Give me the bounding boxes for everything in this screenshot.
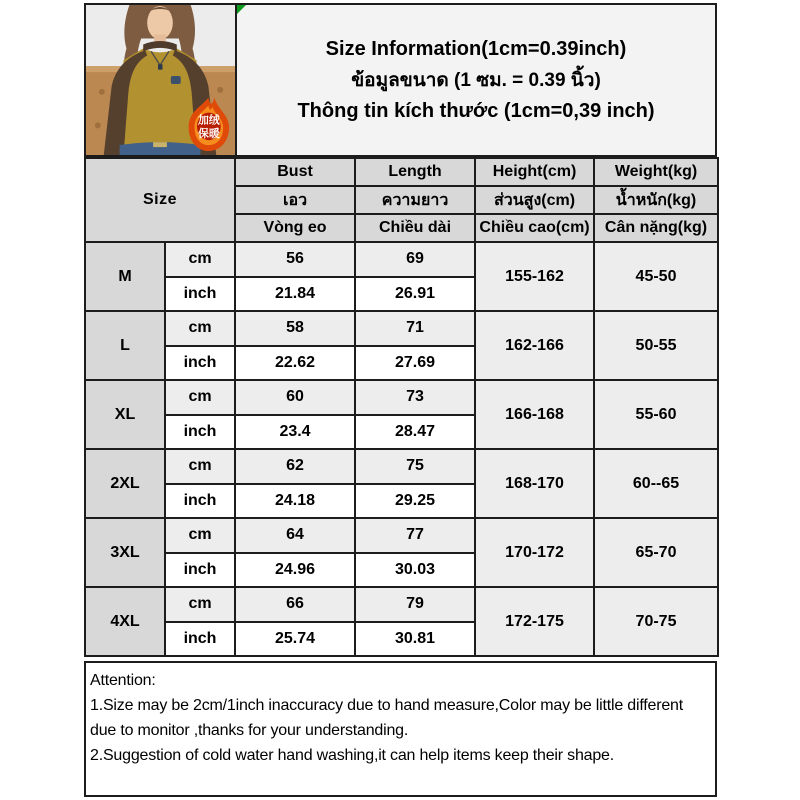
cell-corner-marker-icon (237, 5, 246, 14)
header-weight-vi: Cân nặng(kg) (594, 214, 718, 242)
bust-value: 21.84 (235, 277, 355, 312)
length-value: 75 (355, 449, 475, 484)
unit-cell: inch (165, 622, 235, 657)
attention-line: 2.Suggestion of cold water hand washing,it can help items keep their shape. (90, 747, 615, 764)
length-value: 79 (355, 587, 475, 622)
bust-value: 62 (235, 449, 355, 484)
length-value: 30.81 (355, 622, 475, 657)
length-value: 71 (355, 311, 475, 346)
unit-cell: cm (165, 518, 235, 553)
header-length-en: Length (355, 158, 475, 186)
title-thai: ข้อมูลขนาด (1 ซม. = 0.39 นิ้ว) (351, 69, 601, 91)
bust-value: 58 (235, 311, 355, 346)
height-range: 170-172 (475, 518, 594, 587)
header-height-th: ส่วนสูง(cm) (475, 186, 594, 214)
title-vietnamese: Thông tin kích thước (1cm=0,39 inch) (297, 99, 655, 122)
bust-value: 64 (235, 518, 355, 553)
bust-value: 60 (235, 380, 355, 415)
unit-cell: cm (165, 380, 235, 415)
bust-value: 24.96 (235, 553, 355, 588)
bust-value: 25.74 (235, 622, 355, 657)
height-range: 166-168 (475, 380, 594, 449)
size-info-header (237, 5, 715, 155)
size-cell: XL (85, 380, 165, 449)
size-cell: 3XL (85, 518, 165, 587)
unit-cell: inch (165, 553, 235, 588)
title-english: Size Information(1cm=0.39inch) (325, 37, 627, 60)
header-bust-vi: Vòng eo (235, 214, 355, 242)
header-height-vi: Chiều cao(cm) (475, 214, 594, 242)
bust-value: 66 (235, 587, 355, 622)
length-value: 28.47 (355, 415, 475, 450)
unit-cell: inch (165, 484, 235, 519)
header-height-en: Height(cm) (475, 158, 594, 186)
size-cell: L (85, 311, 165, 380)
size-table (84, 157, 719, 657)
weight-range: 65-70 (594, 518, 718, 587)
unit-cell: cm (165, 311, 235, 346)
height-range: 172-175 (475, 587, 594, 656)
length-value: 26.91 (355, 277, 475, 312)
unit-cell: cm (165, 449, 235, 484)
header-weight-th: น้ำหนัก(kg) (594, 186, 718, 214)
weight-range: 55-60 (594, 380, 718, 449)
length-value: 73 (355, 380, 475, 415)
header-length-vi: Chiều dài (355, 214, 475, 242)
length-value: 29.25 (355, 484, 475, 519)
height-range: 168-170 (475, 449, 594, 518)
bust-value: 24.18 (235, 484, 355, 519)
badge-text-line2: 保暖 (198, 128, 220, 141)
unit-cell: inch (165, 277, 235, 312)
height-range: 155-162 (475, 242, 594, 311)
attention-note (84, 661, 717, 797)
weight-range: 70-75 (594, 587, 718, 656)
product-photo (86, 5, 237, 155)
length-value: 27.69 (355, 346, 475, 381)
product-photo-graphic (86, 5, 235, 155)
unit-cell: cm (165, 587, 235, 622)
unit-cell: cm (165, 242, 235, 277)
top-section (84, 3, 717, 157)
unit-cell: inch (165, 346, 235, 381)
header-weight-en: Weight(kg) (594, 158, 718, 186)
length-value: 69 (355, 242, 475, 277)
size-cell: 2XL (85, 449, 165, 518)
weight-range: 45-50 (594, 242, 718, 311)
weight-range: 60--65 (594, 449, 718, 518)
attention-line: due to monitor ,thanks for your understanding. (90, 722, 409, 739)
weight-range: 50-55 (594, 311, 718, 380)
length-value: 77 (355, 518, 475, 553)
length-value: 30.03 (355, 553, 475, 588)
header-bust-th: เอว (235, 186, 355, 214)
attention-title: Attention: (90, 672, 156, 689)
size-column-header: Size (85, 158, 235, 242)
bust-value: 23.4 (235, 415, 355, 450)
size-cell: M (85, 242, 165, 311)
attention-line: 1.Size may be 2cm/1inch inaccuracy due to hand measure,Color may be little different (90, 697, 683, 714)
height-range: 162-166 (475, 311, 594, 380)
header-bust-en: Bust (235, 158, 355, 186)
badge-text-line1: 加绒 (198, 114, 220, 127)
bust-value: 22.62 (235, 346, 355, 381)
unit-cell: inch (165, 415, 235, 450)
header-length-th: ความยาว (355, 186, 475, 214)
size-cell: 4XL (85, 587, 165, 656)
bust-value: 56 (235, 242, 355, 277)
size-chart-content (84, 3, 717, 797)
